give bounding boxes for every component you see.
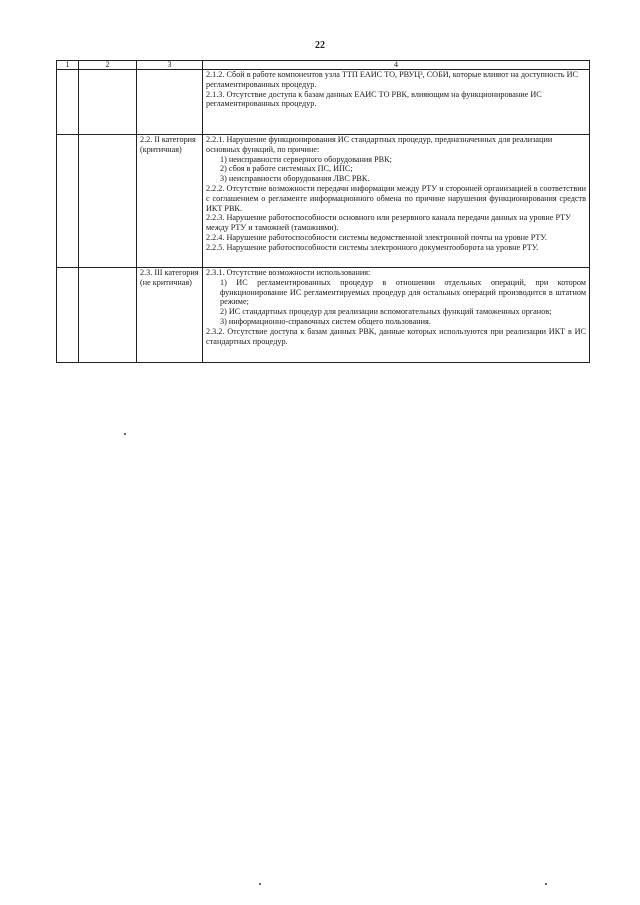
column-header-4: 4 xyxy=(203,61,590,70)
table-cell-col2 xyxy=(79,70,137,135)
description-line: 2.2.1. Нарушение функционирования ИС стандартных процедур, предназначенных для реализации основных функций, по причине: xyxy=(206,135,553,154)
description-line: 2) сбоя в работе системных ПС, ИПС; xyxy=(220,164,353,174)
table-row xyxy=(57,135,590,268)
column-header-1: 1 xyxy=(57,61,79,70)
description-line: 2.2.4. Нарушение работоспособности системы ведомственной электронной почты на уровне РТУ. xyxy=(206,232,547,242)
table-cell-col2 xyxy=(79,268,137,363)
incident-category-table xyxy=(56,60,590,363)
description-line: 2.2.2. Отсутствие возможности передачи информации между РТУ и сторонней организацией в соответствии с соглашением о регламенте информационного обмена по причине нарушения функционирования средств ИКТ РВК. xyxy=(206,183,586,213)
table-cell-col2 xyxy=(79,135,137,268)
page-number: 22 xyxy=(315,40,325,51)
description-cell xyxy=(203,268,590,363)
scan-speck xyxy=(124,433,126,435)
scan-speck xyxy=(545,883,547,885)
scan-speck xyxy=(259,883,261,885)
description-line: 2) ИС стандартных процедур для реализации вспомогательных функций таможенных органов; xyxy=(220,307,552,317)
table-cell-col1 xyxy=(57,135,79,268)
description-line: 2.1.3. Отсутствие доступа к базам данных ЕАИС ТО РВК, влияющим на функционирование ИС регламентированных процедур. xyxy=(206,89,542,109)
column-header-2: 2 xyxy=(79,61,137,70)
description-line: 1) неисправности серверного оборудования РВК; xyxy=(220,154,392,164)
table-cell-col1 xyxy=(57,70,79,135)
description-line: 2.2.5. Нарушение работоспособности системы электронного документооборота на уровне РТУ. xyxy=(206,242,539,252)
description-line: 2.1.2. Сбой в работе компонентов узла ТТП ЕАИС ТО, РВУЦ³, СОБИ, которые влияют на доступность ИС регламентированных процедур. xyxy=(206,70,578,89)
description-line: 3) неисправности оборудования ЛВС РВК. xyxy=(220,174,370,184)
category-cell: 2.3. III категория (не критичная) xyxy=(137,268,203,363)
category-cell: 2.2. II категория (критичная) xyxy=(137,135,203,268)
table-header-row xyxy=(57,61,590,70)
description-line: 3) информационно-справочных систем общего пользования. xyxy=(220,316,431,326)
table-row xyxy=(57,268,590,363)
description-line: 1) ИС регламентированных процедур в отношении отдельных операций, при котором функционирование ИС регламентируемых процедур для остальных операций производится в штатном режиме; xyxy=(220,277,586,307)
description-cell xyxy=(203,70,590,135)
category-cell xyxy=(137,70,203,135)
description-cell xyxy=(203,135,590,268)
table-row xyxy=(57,70,590,135)
description-line: 2.2.3. Нарушение работоспособности основного или резервного канала передачи данных на уровне РТУ между РТУ и таможней (таможнями). xyxy=(206,213,571,233)
description-line: 2.3.1. Отсутствие возможности использования: xyxy=(206,268,371,277)
column-header-3: 3 xyxy=(137,61,203,70)
description-line: 2.3.2. Отсутствие доступа к базам данных РВК, данные которых используются при реализации ИКТ в ИС стандартных процедур. xyxy=(206,326,586,346)
table-cell-col1 xyxy=(57,268,79,363)
